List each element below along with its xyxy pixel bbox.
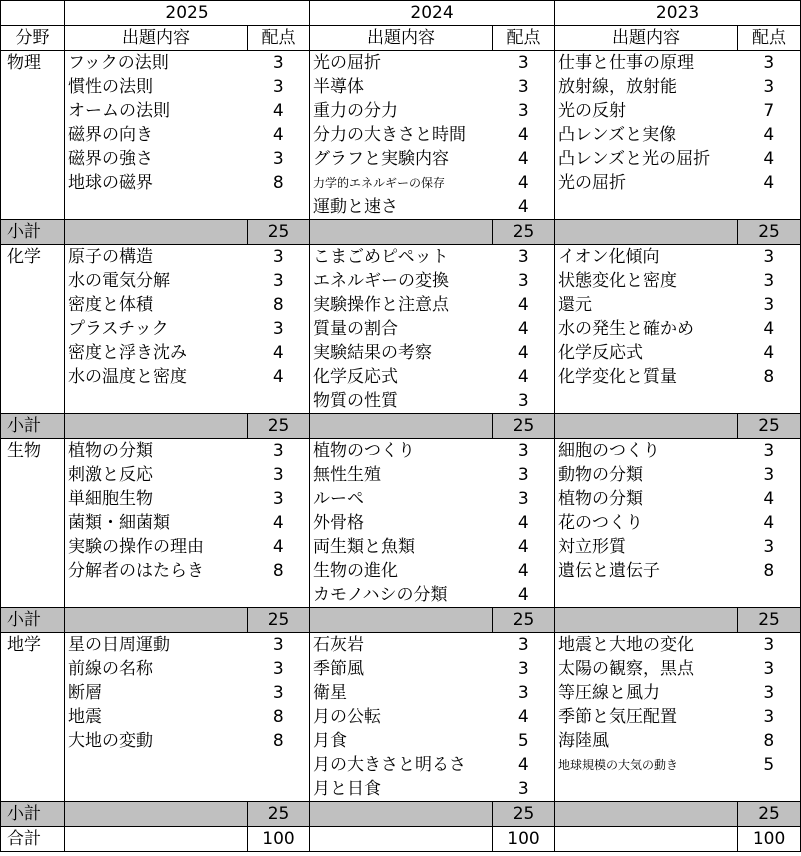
- points-cell: 5: [738, 753, 801, 777]
- subtotal-value: 25: [493, 220, 555, 245]
- table-row: [1, 51, 801, 76]
- field-cell: [1, 777, 65, 802]
- topic-cell: イオン化傾向: [555, 245, 738, 270]
- total-value: 100: [738, 827, 801, 852]
- topic-cell: 月の大きさと明るさ: [310, 753, 493, 777]
- subtotal-spacer: [555, 608, 738, 633]
- points-cell: 3: [248, 51, 310, 76]
- points-cell: 3: [738, 705, 801, 729]
- table-row: [1, 439, 801, 464]
- topic-cell: 光の反射: [555, 99, 738, 123]
- points-cell: [248, 195, 310, 220]
- topic-cell: 化学反応式: [555, 341, 738, 365]
- points-header: 配点: [248, 26, 310, 51]
- subtotal-label: 小計: [1, 220, 65, 245]
- points-cell: [738, 777, 801, 802]
- topic-cell: プラスチック: [65, 317, 248, 341]
- points-cell: 3: [738, 535, 801, 559]
- table-row: [1, 559, 801, 583]
- subtotal-row: [1, 414, 801, 439]
- table-row: [1, 535, 801, 559]
- topic-cell: 菌類・細菌類: [65, 511, 248, 535]
- table-row: [1, 317, 801, 341]
- topic-cell: 植物のつくり: [310, 439, 493, 464]
- topic-cell: 海陸風: [555, 729, 738, 753]
- points-cell: 4: [248, 123, 310, 147]
- topic-cell: 実験の操作の理由: [65, 535, 248, 559]
- table-row: [1, 245, 801, 270]
- subtotal-label: 小計: [1, 608, 65, 633]
- topic-cell: 衛星: [310, 681, 493, 705]
- topic-cell: 運動と速さ: [310, 195, 493, 220]
- field-cell: [1, 341, 65, 365]
- topic-cell: [555, 195, 738, 220]
- subtotal-spacer: [65, 220, 248, 245]
- points-cell: 4: [493, 535, 555, 559]
- table-row: [1, 365, 801, 389]
- points-header: 配点: [738, 26, 801, 51]
- subtotal-spacer: [310, 802, 493, 827]
- topic-cell: 季節と気圧配置: [555, 705, 738, 729]
- topic-cell: 化学変化と質量: [555, 365, 738, 389]
- field-cell: [1, 463, 65, 487]
- points-cell: 3: [248, 317, 310, 341]
- topic-cell: 無性生殖: [310, 463, 493, 487]
- points-cell: 4: [248, 341, 310, 365]
- topic-cell: 還元: [555, 293, 738, 317]
- topic-cell: 両生類と魚類: [310, 535, 493, 559]
- points-cell: [248, 753, 310, 777]
- points-cell: 4: [738, 171, 801, 195]
- topic-cell: [65, 777, 248, 802]
- topic-cell: [555, 777, 738, 802]
- topic-cell: 地球規模の大気の動き: [555, 753, 738, 777]
- topic-cell: 放射線，放射能: [555, 75, 738, 99]
- points-cell: 3: [493, 681, 555, 705]
- subtotal-row: [1, 802, 801, 827]
- subtotal-label: 小計: [1, 414, 65, 439]
- points-cell: 3: [738, 439, 801, 464]
- points-cell: 4: [738, 487, 801, 511]
- points-cell: 3: [738, 269, 801, 293]
- points-cell: 4: [493, 583, 555, 608]
- field-cell: [1, 389, 65, 414]
- points-cell: 3: [738, 463, 801, 487]
- subtotal-value: 25: [493, 802, 555, 827]
- topic-cell: 仕事と仕事の原理: [555, 51, 738, 76]
- points-cell: 3: [738, 75, 801, 99]
- points-cell: 3: [493, 269, 555, 293]
- subtotal-row: [1, 220, 801, 245]
- points-cell: 4: [248, 511, 310, 535]
- table-row: [1, 777, 801, 802]
- total-value: 100: [493, 827, 555, 852]
- topic-cell: 地震と大地の変化: [555, 633, 738, 658]
- topic-cell: 光の屈折: [310, 51, 493, 76]
- topic-cell: 単細胞生物: [65, 487, 248, 511]
- topic-cell: 密度と体積: [65, 293, 248, 317]
- points-cell: 5: [493, 729, 555, 753]
- points-cell: 3: [248, 269, 310, 293]
- topic-header: 出題内容: [65, 26, 248, 51]
- field-cell: [1, 487, 65, 511]
- topic-cell: 半導体: [310, 75, 493, 99]
- points-cell: 3: [493, 75, 555, 99]
- topic-cell: ルーペ: [310, 487, 493, 511]
- points-cell: 3: [248, 681, 310, 705]
- topic-cell: オームの法則: [65, 99, 248, 123]
- points-cell: 8: [248, 559, 310, 583]
- subtotal-spacer: [555, 802, 738, 827]
- topic-cell: [555, 389, 738, 414]
- field-cell: [1, 753, 65, 777]
- subtotal-value: 25: [738, 802, 801, 827]
- table-row: [1, 705, 801, 729]
- points-cell: 4: [248, 365, 310, 389]
- field-cell: [1, 681, 65, 705]
- points-cell: 3: [248, 75, 310, 99]
- topic-cell: [555, 583, 738, 608]
- points-cell: 3: [493, 51, 555, 76]
- points-cell: 4: [738, 341, 801, 365]
- points-header: 配点: [493, 26, 555, 51]
- field-cell: [1, 269, 65, 293]
- table-row: [1, 657, 801, 681]
- topic-cell: こまごめピペット: [310, 245, 493, 270]
- table-row: [1, 147, 801, 171]
- topic-cell: 断層: [65, 681, 248, 705]
- table-row: [1, 123, 801, 147]
- topic-cell: 生物の進化: [310, 559, 493, 583]
- table-row: [1, 293, 801, 317]
- subtotal-spacer: [65, 802, 248, 827]
- points-cell: 3: [738, 657, 801, 681]
- field-cell: [1, 293, 65, 317]
- points-cell: 8: [248, 293, 310, 317]
- subtotal-spacer: [310, 414, 493, 439]
- points-cell: 7: [738, 99, 801, 123]
- topic-cell: 季節風: [310, 657, 493, 681]
- topic-header: 出題内容: [310, 26, 493, 51]
- topic-cell: 光の屈折: [555, 171, 738, 195]
- table-row: [1, 681, 801, 705]
- subtotal-value: 25: [493, 414, 555, 439]
- field-cell: [1, 171, 65, 195]
- topic-cell: 太陽の観察，黒点: [555, 657, 738, 681]
- points-cell: 4: [493, 753, 555, 777]
- topic-cell: [65, 389, 248, 414]
- topic-cell: エネルギーの変換: [310, 269, 493, 293]
- total-row: [1, 827, 801, 852]
- points-cell: 3: [493, 633, 555, 658]
- total-spacer: [65, 827, 248, 852]
- topic-cell: 物質の性質: [310, 389, 493, 414]
- points-cell: [738, 389, 801, 414]
- field-cell: [1, 535, 65, 559]
- field-cell: [1, 99, 65, 123]
- topic-cell: 動物の分類: [555, 463, 738, 487]
- topic-cell: 質量の割合: [310, 317, 493, 341]
- topic-header: 出題内容: [555, 26, 738, 51]
- topic-cell: グラフと実験内容: [310, 147, 493, 171]
- topic-cell: 慣性の法則: [65, 75, 248, 99]
- field-cell: [1, 75, 65, 99]
- topic-cell: 遺伝と遺伝子: [555, 559, 738, 583]
- points-cell: 4: [493, 171, 555, 195]
- topic-cell: 植物の分類: [65, 439, 248, 464]
- topic-cell: 分解者のはたらき: [65, 559, 248, 583]
- subtotal-value: 25: [493, 608, 555, 633]
- table-row: [1, 583, 801, 608]
- topic-cell: 分力の大きさと時間: [310, 123, 493, 147]
- subtotal-row: [1, 608, 801, 633]
- total-value: 100: [248, 827, 310, 852]
- subtotal-label: 小計: [1, 802, 65, 827]
- topic-cell: 星の日周運動: [65, 633, 248, 658]
- points-cell: 8: [738, 729, 801, 753]
- points-cell: 3: [248, 487, 310, 511]
- points-cell: 4: [493, 317, 555, 341]
- points-cell: 3: [493, 657, 555, 681]
- subtotal-spacer: [310, 608, 493, 633]
- topic-cell: 対立形質: [555, 535, 738, 559]
- points-cell: 3: [248, 633, 310, 658]
- field-cell: 化学: [1, 245, 65, 270]
- points-cell: 4: [493, 559, 555, 583]
- topic-cell: [65, 195, 248, 220]
- column-header-row: [1, 26, 801, 51]
- topic-cell: 水の発生と確かめ: [555, 317, 738, 341]
- points-cell: 3: [248, 245, 310, 270]
- field-cell: [1, 559, 65, 583]
- subtotal-value: 25: [738, 220, 801, 245]
- points-cell: 3: [493, 487, 555, 511]
- topic-cell: 前線の名称: [65, 657, 248, 681]
- field-cell: 地学: [1, 633, 65, 658]
- points-cell: [248, 389, 310, 414]
- points-cell: 4: [493, 705, 555, 729]
- field-cell: [1, 123, 65, 147]
- subtotal-value: 25: [248, 608, 310, 633]
- topic-cell: 磁界の強さ: [65, 147, 248, 171]
- points-cell: 3: [248, 657, 310, 681]
- table-row: [1, 269, 801, 293]
- points-cell: 3: [738, 681, 801, 705]
- topic-cell: 凸レンズと実像: [555, 123, 738, 147]
- points-cell: 3: [493, 389, 555, 414]
- points-cell: [738, 583, 801, 608]
- corner-cell: [1, 1, 65, 26]
- points-cell: 3: [738, 245, 801, 270]
- field-cell: [1, 511, 65, 535]
- year-header-row: [1, 1, 801, 26]
- total-label: 合計: [1, 827, 65, 852]
- points-cell: 4: [493, 147, 555, 171]
- points-cell: [248, 777, 310, 802]
- field-cell: [1, 195, 65, 220]
- points-cell: 4: [738, 511, 801, 535]
- topic-cell: 状態変化と密度: [555, 269, 738, 293]
- subtotal-spacer: [555, 414, 738, 439]
- points-cell: 8: [248, 705, 310, 729]
- points-cell: 4: [248, 99, 310, 123]
- points-cell: 3: [248, 147, 310, 171]
- points-cell: 3: [738, 51, 801, 76]
- points-cell: 8: [738, 365, 801, 389]
- points-cell: 4: [738, 317, 801, 341]
- topic-cell: 力学的エネルギーの保存: [310, 171, 493, 195]
- subtotal-value: 25: [738, 608, 801, 633]
- points-cell: 4: [493, 123, 555, 147]
- topic-cell: 実験操作と注意点: [310, 293, 493, 317]
- topic-cell: 刺激と反応: [65, 463, 248, 487]
- table-row: [1, 463, 801, 487]
- points-cell: 8: [248, 171, 310, 195]
- points-cell: 4: [493, 195, 555, 220]
- field-cell: [1, 317, 65, 341]
- year-2025: 2025: [65, 1, 310, 26]
- points-cell: 3: [493, 439, 555, 464]
- topic-cell: 外骨格: [310, 511, 493, 535]
- subtotal-value: 25: [248, 220, 310, 245]
- subtotal-spacer: [65, 608, 248, 633]
- topic-cell: 水の電気分解: [65, 269, 248, 293]
- field-cell: 物理: [1, 51, 65, 76]
- points-cell: 3: [738, 293, 801, 317]
- topic-cell: 実験結果の考察: [310, 341, 493, 365]
- subtotal-value: 25: [248, 414, 310, 439]
- topic-cell: 重力の分力: [310, 99, 493, 123]
- points-cell: 3: [493, 245, 555, 270]
- field-cell: [1, 729, 65, 753]
- topic-cell: 密度と浮き沈み: [65, 341, 248, 365]
- points-cell: 3: [738, 633, 801, 658]
- field-cell: [1, 583, 65, 608]
- topic-cell: 植物の分類: [555, 487, 738, 511]
- topic-cell: 月と日食: [310, 777, 493, 802]
- table-row: [1, 195, 801, 220]
- subtotal-value: 25: [248, 802, 310, 827]
- topic-cell: 花のつくり: [555, 511, 738, 535]
- topic-cell: フックの法則: [65, 51, 248, 76]
- field-cell: [1, 657, 65, 681]
- points-cell: 4: [738, 147, 801, 171]
- topic-cell: 水の温度と密度: [65, 365, 248, 389]
- subtotal-spacer: [555, 220, 738, 245]
- year-2024: 2024: [310, 1, 555, 26]
- topic-cell: [65, 753, 248, 777]
- table-row: [1, 389, 801, 414]
- points-cell: 3: [493, 99, 555, 123]
- topic-cell: 凸レンズと光の屈折: [555, 147, 738, 171]
- points-cell: 3: [248, 439, 310, 464]
- topic-cell: 磁界の向き: [65, 123, 248, 147]
- points-cell: 4: [493, 365, 555, 389]
- topic-cell: 等圧線と風力: [555, 681, 738, 705]
- field-header: 分野: [1, 26, 65, 51]
- points-cell: 4: [493, 341, 555, 365]
- points-cell: 4: [493, 511, 555, 535]
- topic-cell: 地球の磁界: [65, 171, 248, 195]
- points-cell: 4: [248, 535, 310, 559]
- field-cell: [1, 365, 65, 389]
- points-cell: [738, 195, 801, 220]
- points-cell: 4: [738, 123, 801, 147]
- table-row: [1, 99, 801, 123]
- topic-cell: 石灰岩: [310, 633, 493, 658]
- field-cell: [1, 147, 65, 171]
- topic-cell: [65, 583, 248, 608]
- points-cell: 3: [248, 463, 310, 487]
- year-2023: 2023: [555, 1, 801, 26]
- table-row: [1, 729, 801, 753]
- topic-cell: 原子の構造: [65, 245, 248, 270]
- topic-cell: 地震: [65, 705, 248, 729]
- topic-cell: カモノハシの分類: [310, 583, 493, 608]
- total-spacer: [555, 827, 738, 852]
- points-cell: 3: [493, 463, 555, 487]
- table-row: [1, 753, 801, 777]
- table-row: [1, 171, 801, 195]
- table-row: [1, 633, 801, 658]
- topic-cell: 月食: [310, 729, 493, 753]
- points-cell: 3: [493, 777, 555, 802]
- table-row: [1, 487, 801, 511]
- table-row: [1, 75, 801, 99]
- topic-cell: 月の公転: [310, 705, 493, 729]
- field-cell: [1, 705, 65, 729]
- topic-cell: 化学反応式: [310, 365, 493, 389]
- points-cell: 8: [248, 729, 310, 753]
- subtotal-value: 25: [738, 414, 801, 439]
- subtotal-spacer: [65, 414, 248, 439]
- points-cell: 8: [738, 559, 801, 583]
- points-cell: [248, 583, 310, 608]
- field-cell: 生物: [1, 439, 65, 464]
- total-spacer: [310, 827, 493, 852]
- subtotal-spacer: [310, 220, 493, 245]
- topic-cell: 大地の変動: [65, 729, 248, 753]
- table-row: [1, 341, 801, 365]
- points-cell: 4: [493, 293, 555, 317]
- topic-cell: 細胞のつくり: [555, 439, 738, 464]
- table-row: [1, 511, 801, 535]
